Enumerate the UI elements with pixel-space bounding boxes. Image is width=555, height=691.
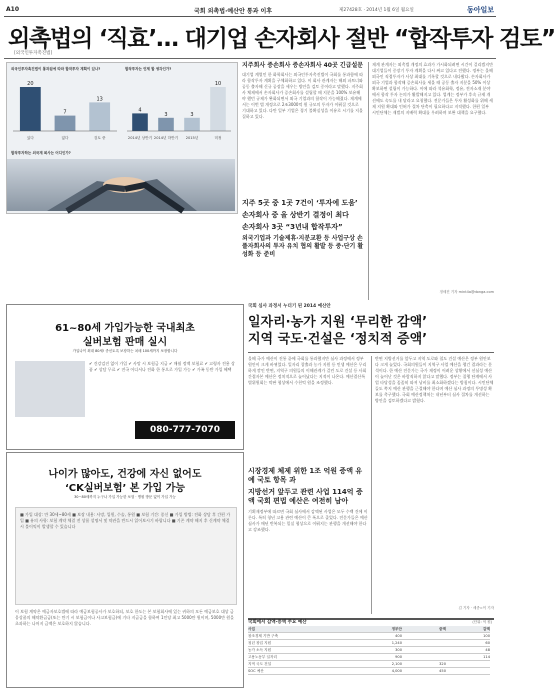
ad1-photo (15, 361, 85, 417)
table-cell: 300 (358, 647, 402, 654)
table-header-cell: 정부안 (358, 626, 402, 633)
right-article-col1 (248, 356, 368, 656)
right-headline-2: 지역 국도·건설은 ‘정치적 증액’ (248, 332, 428, 347)
table-cell: SOC 예산 (248, 668, 358, 675)
chart-value-label: 20 (27, 81, 34, 87)
ck-insurance-ad (6, 452, 244, 688)
handshake-photo (7, 159, 235, 211)
lead-article-col1 (242, 62, 364, 302)
table-cell: 지역 국도 건설 (248, 661, 358, 668)
page-header (4, 3, 496, 17)
table-header-cell: 사업 (248, 626, 358, 633)
article-body: 대기업 계열인 한 화학회사는 외국인투자촉진법이 국회를 통과함에 따라 합작투자 계획을 구체화하고 있다. 이 회사 관계자는 해외 파트너와 공동 출자해 신규 공장을 세우는 방안을 검토 중이라고 말했다. 지주회사 체제에서 손자회사가 증손회사를 설립할 때 지분을 100% 보유해야 했던 규제가 완화되면서 외국 기업과의 합작이 가능해졌다. 재계에서는 이번 법 개정으로 2조3000억 원 규모의 투자가 이뤄질 것으로 기대하고 있다. 다만 일부 기업은 경기 불확실성을 이유로 시기를 저울질하고 있다. (242, 72, 363, 119)
table-cell (402, 647, 446, 654)
section-title: 국회 외촉법·예산안 통과 이후 (194, 8, 273, 15)
ad1-title-line1: 61~80세 가입가능한 국내최초 (55, 323, 195, 334)
table-cell: 1,240 (358, 640, 402, 647)
lead-subhead-3: 손자회사 3곳 “3년내 합작투자” (242, 223, 343, 231)
lead-kicker: [외국인투자촉진법] (14, 51, 53, 56)
infographic-panel (6, 62, 238, 214)
chart-question-3: 합작투자하는 외국계 회사는 어디인가? (11, 151, 71, 155)
table-cell: 청년 창업 지원 (248, 640, 358, 647)
lead-byline: 정세진 기자 mint4a@donga.com (439, 290, 494, 294)
ad2-text: ■ 가입 대상: 만 30세~80세 ■ 보장 내용: 사망, 입원, 수술, 통원 ■ 보험 기간: 종신 ■ 가입 방법: 전화 상담 후 간편 가입 ■ 유의 사항: 보험 계약 체결 전 상품 설명서 및 약관을 반드시 읽어보시기 바랍니다 ■ 기존 계약 해지 후 신계약 체결 시 불이익이 발생할 수 있습니다 (20, 512, 231, 529)
table-cell (446, 668, 490, 675)
table-header-cell: 감액 (446, 626, 490, 633)
chart-bar (210, 87, 226, 131)
table-cell (402, 633, 446, 640)
chart-category-label: 2014년 하반기 (153, 136, 179, 140)
table-cell: 창조경제 기반 구축 (248, 633, 358, 640)
table-cell: 900 (358, 654, 402, 661)
chart-value-label: 7 (63, 109, 67, 116)
right-article-col2 (375, 356, 494, 614)
chart-category-label: 검토 중 (93, 136, 106, 140)
handshake-icon (7, 159, 235, 211)
lead-subhead-1: 지주 5곳 중 1곳 7건이 ‘투자에 도움’ (242, 199, 358, 207)
budget-table (248, 618, 494, 688)
right-subhead-1: 시장경제 체제 위한 1조 억원 증액 유예 국토 항목 과 (248, 467, 363, 484)
column-divider (368, 62, 369, 300)
chart-category-label: 2014년 상반기 (127, 136, 153, 140)
chart-question-1: 외국인투자촉진법이 통과됨에 따라 합작투자 계획이 있나? (11, 67, 101, 71)
lead-article-col2 (372, 62, 494, 300)
table-cell: 농가 소득 지원 (248, 647, 358, 654)
right-kicker: 국회 심사 과정서 누더기 된 2014 예산안 (248, 304, 331, 309)
ad1-title-line2: 실버보험 판매 실시 (82, 337, 168, 348)
chart-bar (55, 116, 76, 131)
chart-bar (89, 102, 110, 131)
table-cell: 114 (446, 654, 490, 661)
table-cell (446, 661, 490, 668)
chart-bar (158, 118, 174, 131)
table-cell: 320 (402, 661, 446, 668)
lead-subhead-4: 외국기업과 기술제휴·지분교환 등 사업구상 손풀자회사의 투자 유치 협의 활발 등 중·단기 활성화 등 준비 (242, 235, 364, 258)
article-body-2: 재계 관계자는 외촉법 개정의 효과가 가시화되려면 시간이 걸리겠지만 대기업들이 중장기 투자 계획을 다시 짜고 있다고 전했다. 정부는 올해 외국인 직접투자가 사상 최대를 기록할 것으로 내다봤다. 손자회사가 외국 기업과 합작해 증손회사를 세울 때 공동 출자 지분을 50% 이상 확보하면 설립이 가능하다. 이에 따라 석유화학, 정유, 전자소재 분야에서 합작 투자 논의가 활발해지고 있다. 업계는 정부가 후속 규제 개선에도 속도를 내 달라고 요청했다. 전문가들은 투자 활성화를 위해 세제 지원 확대와 인허가 절차 단축이 필요하다고 지적했다. 한편 일부 시민단체는 재벌의 지배력 확대를 우려하며 보완 대책을 요구했다. (372, 62, 493, 115)
issue-info: 제27428호 · 2014년 1월 6일 월요일 (339, 8, 414, 13)
ad1-text: ✔ 건강검진 없이 가입 ✔ 사망 시 보험금 지급 ✔ 매월 정액 보험료 ✔ 고령자 전용 상품 ✔ 상담 무료 ✔ 전국 어디서나 전화 한 통으로 가입 가능 ✔ 가족 동반 가입 혜택 (89, 361, 235, 372)
right-body-1: 올해 국가 예산이 진통 끝에 국회를 통과했지만 심사 과정에서 정부 원안이 크게 바뀌었다. 일자리 창출과 농가 지원 등 민생 예산은 무리하게 깎인 반면, 지역구 의원들의 이해관계가 걸린 도로 건설 등 사회간접자본 예산은 정치적으로 늘어났다는 지적이 나온다. 예산결산특별위원회는 막판 협상에서 수천억 원을 조정했다. (248, 356, 367, 385)
chart-value-label: 4 (138, 107, 142, 114)
table-cell: 400 (358, 633, 402, 640)
chart-bar (184, 118, 200, 131)
lead-subhead-2: 손자회사 중 올 상반기 결정이 최다 (242, 211, 349, 219)
table-cell: 100 (446, 633, 490, 640)
ad2-subtitle: 30~80세까지 누구나 가입 가능한 보험 · 병원 방문 없이 가입 가능 (74, 495, 176, 499)
table-grid (248, 626, 494, 675)
table-cell: 60 (446, 640, 490, 647)
table-unit: (단위: 억 원) (472, 620, 492, 624)
table-cell: 2,100 (358, 661, 402, 668)
headline-rule (4, 58, 496, 59)
right-column-divider (371, 356, 372, 614)
ad2-fineprint: 이 보험 계약은 예금자보호법에 따라 예금보험공사가 보호하되, 보호 한도는 본 보험회사에 있는 귀하의 모든 예금보호 대상 금융상품의 해약환급금(또는 만기 시 보험금이나 사고보험금)에 기타 지급금을 합하여 1인당 최고 5000만 원이며, 5000만 원을 초과하는 나머지 금액은 보호하지 않습니다. (15, 609, 234, 626)
ad2-title-line2: ‘CK실버보험’ 본 가입 가능 (64, 483, 186, 494)
table-row (248, 633, 494, 640)
table-header-row (248, 626, 494, 633)
chart-category-label: 미정 (214, 136, 222, 140)
bar-charts (7, 77, 237, 149)
lead-headline: 외촉법의 ‘직효’… 대기업 손자회사 절반 “합작투자 검토” (8, 26, 555, 52)
table-row (248, 647, 494, 654)
chart-bar (132, 113, 148, 131)
page-number: A10 (6, 6, 19, 13)
table-row (248, 654, 494, 661)
right-headline-1: 일자리·농가 지원 ‘무리한 감액’ (248, 315, 428, 330)
table-cell: 450 (402, 668, 446, 675)
chart-value-label: 3 (190, 111, 194, 118)
chart-question-2: 합작투자는 언제 할 생각인가? (125, 67, 172, 71)
ad2-feature-box (15, 507, 237, 605)
ad1-body (15, 361, 235, 419)
ad1-subtitle: 가입나이 최대 80세! 종신토록 보장하는 치매 100세까지 보장합니다 (72, 349, 178, 353)
table-cell: 4,000 (358, 668, 402, 675)
ad1-phone: 080-777-7070 (135, 421, 235, 439)
table-row (248, 668, 494, 675)
ad2-title-line1: 나이가 많아도, 건강에 자신 없어도 (48, 469, 202, 480)
silver-insurance-ad (6, 304, 244, 450)
chart-value-label: 13 (96, 96, 103, 103)
right-body-3: 반면 지방선거를 앞두고 지역 도로와 철도 건설 예산은 정부 원안보다 크게 늘었다. 국회의원들이 지역구 사업 예산을 챙긴 결과라는 분석이다. 한 예산 전문가는 국가 재정이 어려운 상황에서 선심성 예산이 늘어난 것은 바람직하지 않다고 말했다. 정부는 집행 단계에서 사업 타당성을 꼼꼼히 따져 낭비를 최소화하겠다는 방침이다. 시민단체들도 쪽지 예산 관행을 근절해야 한다며 예산 심사 과정의 투명성 확보를 촉구했다. 국회 예산정책처는 내년부터 심사 절차를 개선하는 방안을 검토하겠다고 밝혔다. (375, 356, 494, 403)
right-byline: 김 기자 · 세종=이 기자 (458, 606, 494, 610)
chart-category-label: 없다 (61, 136, 69, 140)
table-header-cell: 증액 (402, 626, 446, 633)
table-row (248, 661, 494, 668)
right-subhead-2: 지방선거 앞두고 관련 사업 114억 증액 국회 편법 예산은 여전히 남아 (248, 488, 363, 505)
table-cell: 48 (446, 647, 490, 654)
table-cell: 고용노동부 일자리 (248, 654, 358, 661)
chart-category-label: 2015년 (185, 136, 199, 140)
newspaper-logo: 동아일보 (466, 6, 494, 14)
table-cell (402, 654, 446, 661)
right-body-2: 기획재정부에 따르면 국회 심사에서 감액된 사업은 모두 수백 건에 이른다. 특히 청년 고용 관련 예산이 큰 폭으로 줄었다. 전문가들은 예산 심사가 매년 반복되는 밀실 협상으로 이뤄지는 관행을 개선해야 한다고 강조했다. (248, 509, 368, 532)
right-headline-rule (248, 352, 494, 353)
chart-bar (20, 87, 41, 131)
table-title: 국회에서 감액·증액 주요 예산 (248, 620, 307, 625)
table-row (248, 640, 494, 647)
chart-value-label: 3 (164, 111, 168, 118)
table-cell (402, 640, 446, 647)
lead-deck: 지주회사 증손회사 증손자회사 40곳 긴급설문 (242, 62, 364, 69)
chart-category-label: 있다 (26, 136, 34, 140)
chart-value-label: 10 (214, 81, 222, 87)
